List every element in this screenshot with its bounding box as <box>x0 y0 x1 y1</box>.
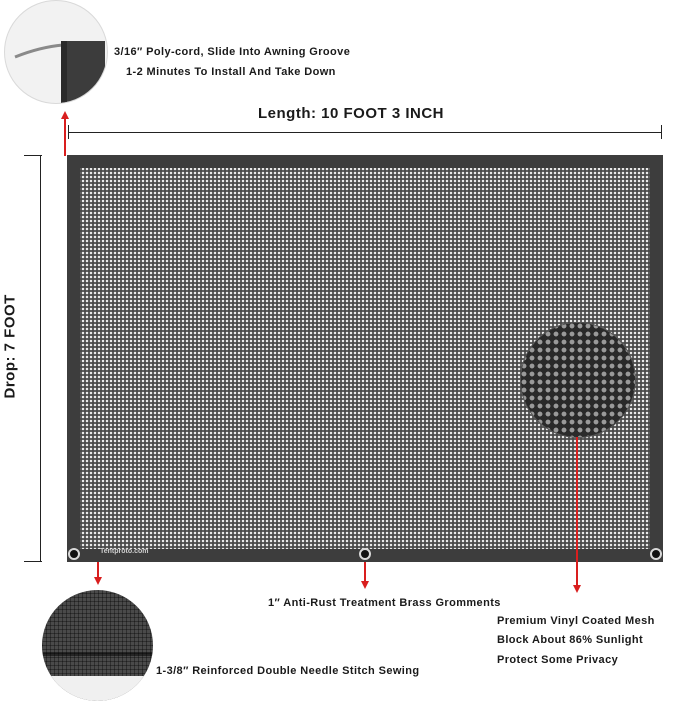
mesh-callout-line1: Premium Vinyl Coated Mesh <box>497 615 655 627</box>
cord-callout-line2: 1-2 Minutes To Install And Take Down <box>126 66 336 78</box>
grommet-right <box>650 548 662 560</box>
grommet-center <box>359 548 371 560</box>
mesh-zoom-closeup <box>520 322 636 438</box>
grommet-arrow-head <box>361 581 369 589</box>
stitch-closeup-image <box>42 590 153 701</box>
poly-cord-closeup-image <box>4 0 108 104</box>
stitch-background-edge <box>42 676 153 701</box>
cord-arrow-line <box>64 118 66 156</box>
cord-callout-line1: 3/16″ Poly-cord, Slide Into Awning Groove <box>114 46 351 58</box>
stitch-callout: 1-3/8″ Reinforced Double Needle Stitch Sewing <box>156 665 420 677</box>
grommet-arrow-line <box>364 562 366 582</box>
mesh-callout-line2: Block About 86% Sunlight <box>497 634 644 646</box>
grommet-callout: 1″ Anti-Rust Treatment Brass Gromments <box>268 597 501 609</box>
length-tick-right <box>661 125 662 139</box>
poly-cord-illustration <box>5 1 108 104</box>
mesh-arrow-head <box>573 585 581 593</box>
stitch-seam-line <box>42 652 153 656</box>
mesh-arrow-line <box>576 437 578 585</box>
drop-tick-top <box>24 155 42 156</box>
drop-label: Drop: 7 FOOT <box>1 294 19 399</box>
stitch-arrow-line <box>97 562 99 578</box>
mesh-callout-line3: Protect Some Privacy <box>497 654 619 666</box>
length-tick-left <box>68 125 69 139</box>
drop-tick-bottom <box>24 561 42 562</box>
stitch-arrow-head <box>94 577 102 585</box>
drop-dimension-line <box>40 155 41 561</box>
length-label: Length: 10 FOOT 3 INCH <box>258 105 445 122</box>
grommet-left <box>68 548 80 560</box>
brand-logo: Tentproto.com <box>100 548 149 555</box>
length-dimension-line <box>68 132 662 133</box>
